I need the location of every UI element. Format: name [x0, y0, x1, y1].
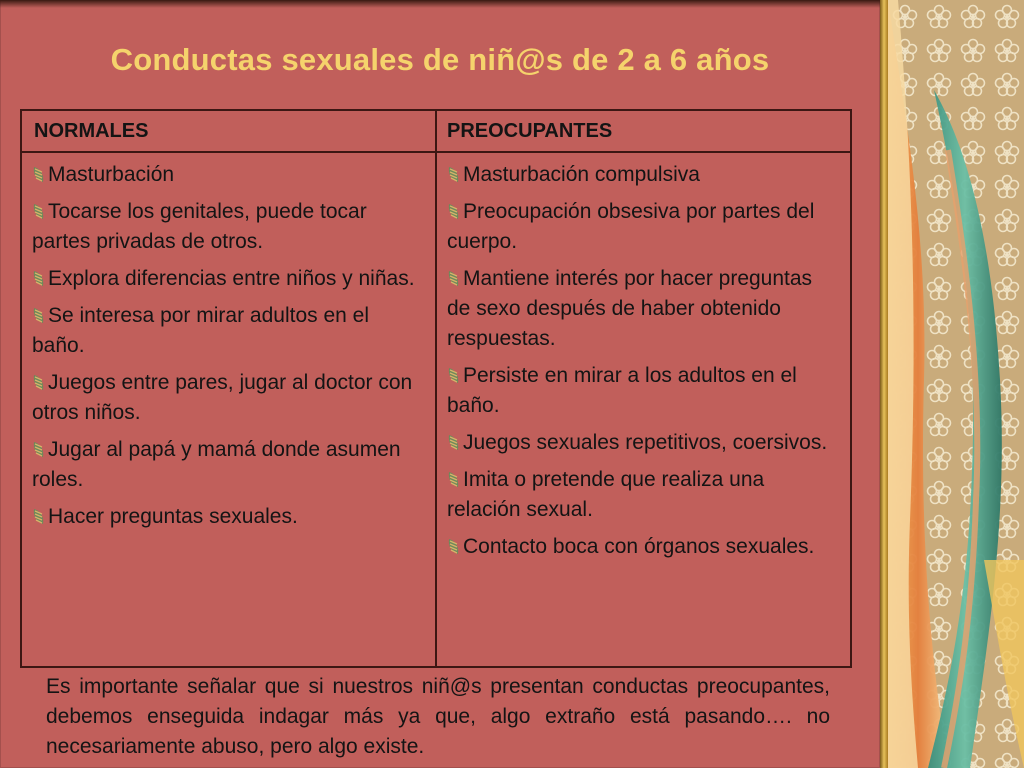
list-item: Juegos entre pares, jugar al doctor con otros niños.	[32, 371, 413, 424]
list-item: Masturbación compulsiva	[447, 160, 837, 190]
striped-leaf-bullet-icon	[32, 437, 45, 454]
striped-leaf-bullet-icon	[447, 266, 460, 283]
striped-leaf-bullet-icon	[32, 504, 45, 521]
normales-list	[32, 160, 426, 539]
list-item: Persiste en mirar a los adultos en el baño.	[447, 364, 797, 417]
list-item: Masturbación	[32, 160, 426, 190]
footnote-text: Es importante señalar que si nuestros niñ@s presentan conductas preocupantes, debemos enseguida indagar más ya que, algo extraño está pasando…. no necesariamente abuso, pero algo existe.	[46, 675, 830, 758]
striped-leaf-bullet-icon	[447, 534, 460, 551]
list-item: Preocupación obsesiva por partes del cuerpo.	[447, 200, 815, 253]
list-item: Contacto boca con órganos sexuales.	[447, 532, 837, 562]
list-item: Tocarse los genitales, puede tocar partes privadas de otros.	[32, 200, 367, 253]
column-header-normales: NORMALES	[34, 120, 149, 142]
striped-leaf-bullet-icon	[447, 199, 460, 216]
striped-leaf-bullet-icon	[32, 303, 45, 320]
list-item: Juegos sexuales repetitivos, coersivos.	[447, 428, 837, 458]
gold-border-strip	[880, 0, 888, 768]
striped-leaf-bullet-icon	[32, 162, 45, 179]
behavior-table	[20, 109, 852, 668]
list-item: Mantiene interés por hacer preguntas de sexo después de haber obtenido respuestas.	[447, 267, 813, 350]
column-header-preocupantes: PREOCUPANTES	[447, 120, 613, 142]
top-shade	[0, 0, 880, 8]
striped-leaf-bullet-icon	[447, 363, 460, 380]
striped-leaf-bullet-icon	[32, 199, 45, 216]
floral-pattern-decoration	[888, 0, 1024, 768]
list-item: Imita o pretende que realiza una relación sexual.	[447, 468, 765, 521]
list-item: Jugar al papá y mamá donde asumen roles.	[32, 438, 401, 491]
list-item: Se interesa por mirar adultos en el baño.	[32, 304, 369, 357]
striped-leaf-bullet-icon	[447, 430, 460, 447]
list-item: Explora diferencias entre niños y niñas.	[32, 264, 426, 294]
slide-title: Conductas sexuales de niñ@s de 2 a 6 años	[110, 42, 770, 77]
preocupantes-list	[447, 160, 837, 569]
striped-leaf-bullet-icon	[32, 370, 45, 387]
striped-leaf-bullet-icon	[447, 162, 460, 179]
striped-leaf-bullet-icon	[447, 467, 460, 484]
column-divider	[435, 111, 437, 666]
list-item: Hacer preguntas sexuales.	[32, 502, 426, 532]
striped-leaf-bullet-icon	[32, 266, 45, 283]
